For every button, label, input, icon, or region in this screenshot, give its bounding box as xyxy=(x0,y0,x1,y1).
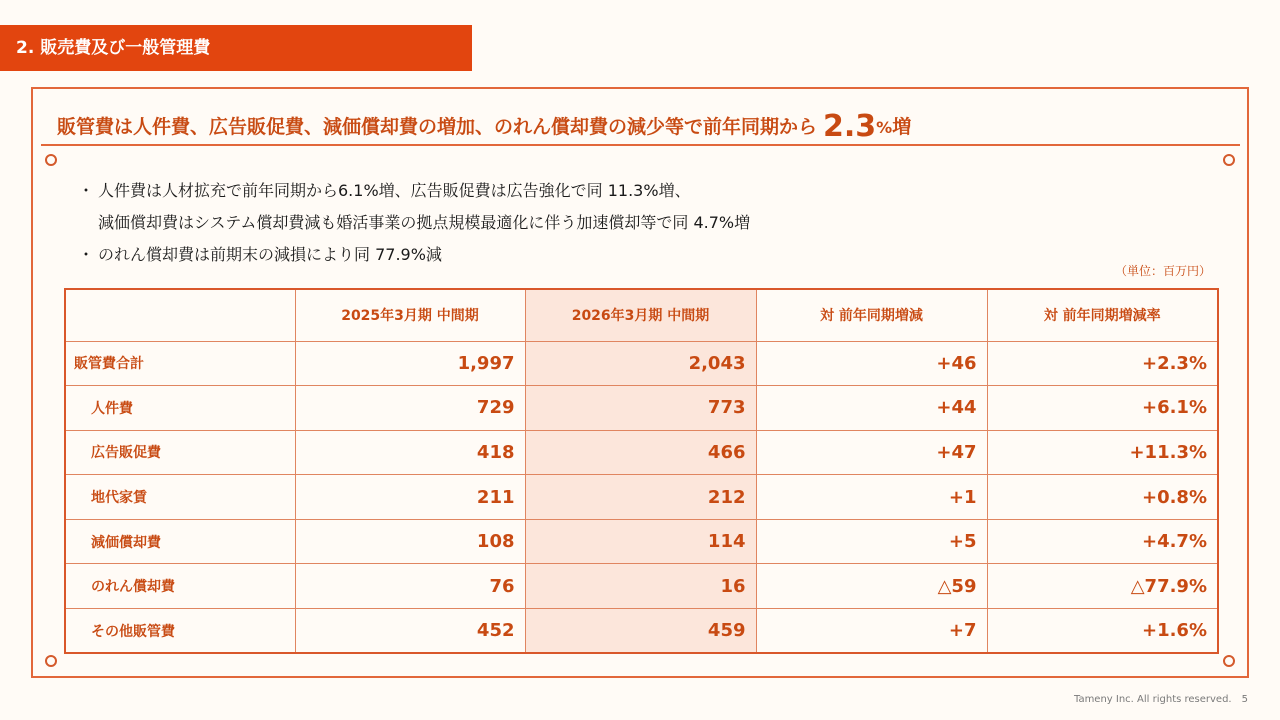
cell-curr: 2,043 xyxy=(525,341,756,386)
cell-diff: +46 xyxy=(756,341,987,386)
bullet-item xyxy=(78,207,750,239)
headline xyxy=(57,107,1237,148)
header-cell-diff: 対 前年同期増減 xyxy=(756,289,987,341)
bullet-text: のれん償却費は前期末の減損により同 77.9%減 xyxy=(98,245,442,264)
headline-divider xyxy=(41,144,1240,146)
copyright-text: Tameny Inc. All rights reserved. xyxy=(1073,694,1232,705)
decorative-dot-icon xyxy=(45,655,57,667)
bullet-text: 減価償却費はシステム償却費減も婚活事業の拠点規模最適化に伴う加速償却等で同 4.7%増 xyxy=(98,213,751,232)
headline-text: 販管費は人件費、広告販促費、減価償却費の増加、のれん償却費の減少等で前年同期から xyxy=(57,116,818,138)
bullet-item xyxy=(78,175,750,207)
table-header-row xyxy=(65,289,1218,341)
cell-diff: +44 xyxy=(756,386,987,431)
cell-prev: 452 xyxy=(295,609,525,654)
cell-rate: +6.1% xyxy=(987,386,1218,431)
cell-prev: 729 xyxy=(295,386,525,431)
header-cell-prev: 2025年3月期 中間期 xyxy=(295,289,525,341)
cell-diff: +7 xyxy=(756,609,987,654)
bullet-item xyxy=(78,239,750,271)
header-cell-rate: 対 前年同期増減率 xyxy=(987,289,1218,341)
cell-prev: 418 xyxy=(295,430,525,475)
row-label: その他販管費 xyxy=(65,609,295,654)
cell-diff: +1 xyxy=(756,475,987,520)
row-label: 人件費 xyxy=(65,386,295,431)
cell-curr: 773 xyxy=(525,386,756,431)
table-row xyxy=(65,386,1218,431)
table-row xyxy=(65,609,1218,654)
cell-prev: 1,997 xyxy=(295,341,525,386)
table-row xyxy=(65,475,1218,520)
decorative-dot-icon xyxy=(1223,154,1235,166)
unit-note: （単位：百万円） xyxy=(1114,264,1211,278)
bullet-list xyxy=(78,175,750,271)
cell-diff: +5 xyxy=(756,519,987,564)
row-label: 販管費合計 xyxy=(65,341,295,386)
decorative-dot-icon xyxy=(45,154,57,166)
table-row xyxy=(65,519,1218,564)
table-row xyxy=(65,341,1218,386)
cell-prev: 76 xyxy=(295,564,525,609)
headline-suffix: 増 xyxy=(892,116,912,138)
table-row xyxy=(65,564,1218,609)
decorative-dot-icon xyxy=(1223,655,1235,667)
table-row xyxy=(65,430,1218,475)
row-label: のれん償却費 xyxy=(65,564,295,609)
cell-curr: 466 xyxy=(525,430,756,475)
cell-rate: +0.8% xyxy=(987,475,1218,520)
cell-rate: +2.3% xyxy=(987,341,1218,386)
cell-curr: 114 xyxy=(525,519,756,564)
cell-rate: +1.6% xyxy=(987,609,1218,654)
page-number: 5 xyxy=(1241,694,1248,705)
row-label: 地代家賃 xyxy=(65,475,295,520)
cell-rate: +4.7% xyxy=(987,519,1218,564)
section-title: 2. 販売費及び一般管理費 xyxy=(0,25,472,71)
bullet-mark: ・ xyxy=(78,245,95,264)
bullet-mark: ・ xyxy=(78,181,95,200)
bullet-text: 人件費は人材拡充で前年同期から6.1%増、広告販促費は広告強化で同 11.3%増、 xyxy=(98,181,691,200)
row-label: 広告販促費 xyxy=(65,430,295,475)
footer xyxy=(1074,694,1248,705)
headline-value: 2.3 xyxy=(823,109,877,144)
sga-table xyxy=(64,288,1219,654)
cell-curr: 212 xyxy=(525,475,756,520)
cell-diff: +47 xyxy=(756,430,987,475)
cell-prev: 211 xyxy=(295,475,525,520)
cell-prev: 108 xyxy=(295,519,525,564)
row-label: 減価償却費 xyxy=(65,519,295,564)
cell-curr: 459 xyxy=(525,609,756,654)
cell-diff: △59 xyxy=(756,564,987,609)
cell-curr: 16 xyxy=(525,564,756,609)
headline-unit: % xyxy=(876,118,893,137)
header-cell-curr: 2026年3月期 中間期 xyxy=(525,289,756,341)
cell-rate: △77.9% xyxy=(987,564,1218,609)
header-cell-label xyxy=(65,289,295,341)
cell-rate: +11.3% xyxy=(987,430,1218,475)
